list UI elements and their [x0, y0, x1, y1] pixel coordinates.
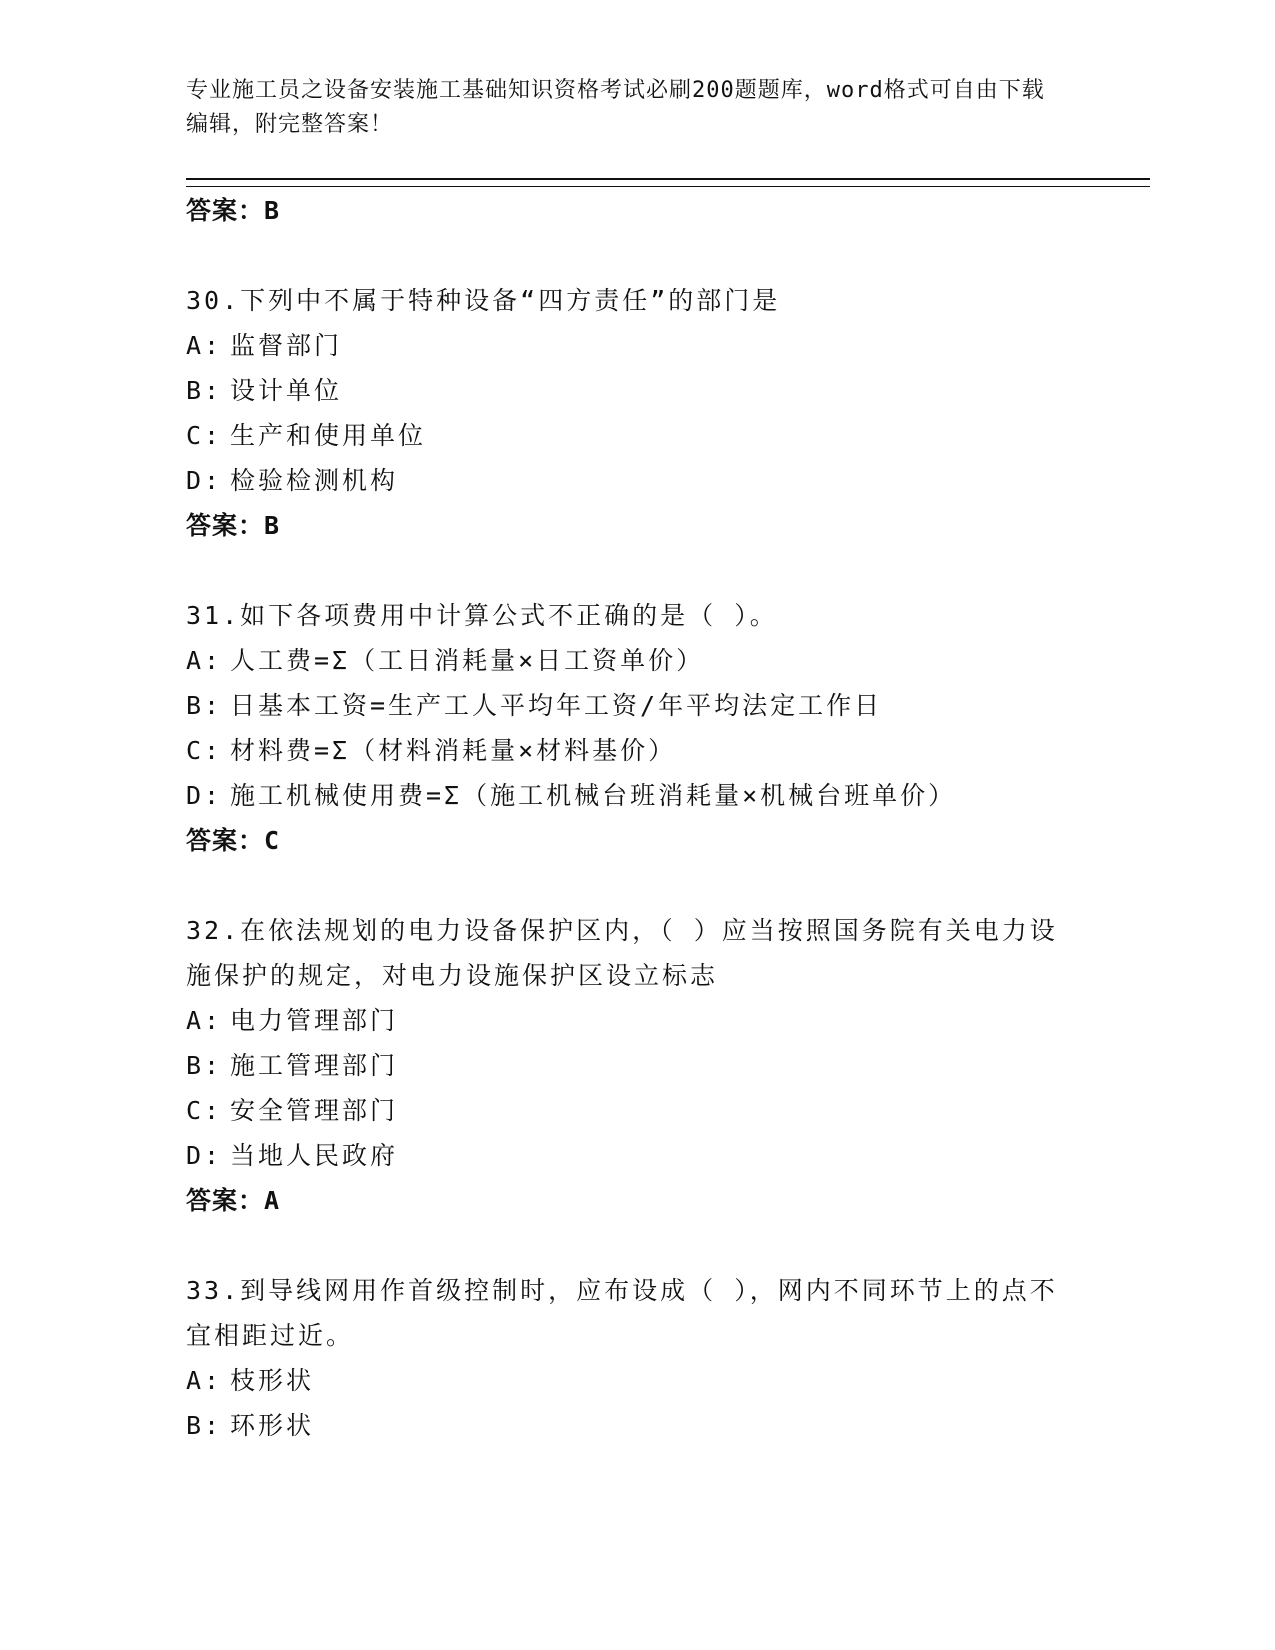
answer-line: 答案：A: [186, 1186, 281, 1215]
question-stem: 30.下列中不属于特种设备“四方责任”的部门是: [186, 286, 781, 315]
option-b: [186, 368, 1066, 413]
option-b: [186, 1403, 1066, 1448]
option-text: 安全管理部门: [230, 1096, 399, 1125]
option-text: 施工机械使用费=Σ（施工机械台班消耗量×机械台班单价）: [230, 781, 957, 810]
option-c: [186, 728, 1066, 773]
option-text: 枝形状: [230, 1366, 315, 1395]
option-text: 设计单位: [230, 376, 343, 405]
option-c: [186, 413, 1066, 458]
option-b: [186, 683, 1066, 728]
option-text: 日基本工资=生产工人平均年工资/年平均法定工作日: [230, 691, 883, 720]
option-text: 材料费=Σ（材料消耗量×材料基价）: [230, 736, 677, 765]
option-letter: B:: [186, 1051, 223, 1080]
answer-line: 答案：C: [186, 826, 281, 855]
option-text: 监督部门: [230, 331, 343, 360]
option-text: 环形状: [230, 1411, 315, 1440]
answer-line: 答案：B: [186, 511, 281, 540]
option-letter: A:: [186, 1366, 223, 1395]
option-b: [186, 1043, 1066, 1088]
option-letter: C:: [186, 421, 223, 450]
option-a: [186, 638, 1066, 683]
option-text: 人工费=Σ（工日消耗量×日工资单价）: [230, 646, 705, 675]
option-text: 电力管理部门: [230, 1006, 399, 1035]
option-d: [186, 773, 1066, 818]
question-block: [186, 593, 1066, 863]
option-letter: A:: [186, 331, 223, 360]
question-stem: 31.如下各项费用中计算公式不正确的是（ ）。: [186, 601, 778, 630]
option-letter: C:: [186, 1096, 223, 1125]
option-letter: C:: [186, 736, 223, 765]
option-c: [186, 1088, 1066, 1133]
document-body: [186, 188, 1066, 1448]
option-letter: B:: [186, 376, 223, 405]
option-letter: B:: [186, 691, 223, 720]
header-divider: [186, 178, 1150, 187]
option-a: [186, 323, 1066, 368]
question-block: [186, 1268, 1066, 1448]
option-text: 施工管理部门: [230, 1051, 399, 1080]
option-text: 生产和使用单位: [230, 421, 427, 450]
option-letter: D:: [186, 781, 223, 810]
document-header: 专业施工员之设备安装施工基础知识资格考试必刷200题题库，word格式可自由下载编辑，附完整答案！: [186, 78, 1045, 137]
option-a: [186, 1358, 1066, 1403]
option-letter: B:: [186, 1411, 223, 1440]
question-stem: 33.到导线网用作首级控制时，应布设成（ ），网内不同环节上的点不宜相距过近。: [186, 1276, 1058, 1350]
answer-line: 答案：B: [186, 196, 281, 225]
option-letter: D:: [186, 1141, 223, 1170]
option-text: 当地人民政府: [230, 1141, 399, 1170]
option-letter: A:: [186, 1006, 223, 1035]
option-d: [186, 458, 1066, 503]
question-block: [186, 278, 1066, 548]
question-block: [186, 908, 1066, 1223]
question-stem: 32.在依法规划的电力设备保护区内，（ ）应当按照国务院有关电力设施保护的规定，对电力设施保护区设立标志: [186, 916, 1058, 990]
option-a: [186, 998, 1066, 1043]
option-d: [186, 1133, 1066, 1178]
option-letter: A:: [186, 646, 223, 675]
option-letter: D:: [186, 466, 223, 495]
option-text: 检验检测机构: [230, 466, 399, 495]
